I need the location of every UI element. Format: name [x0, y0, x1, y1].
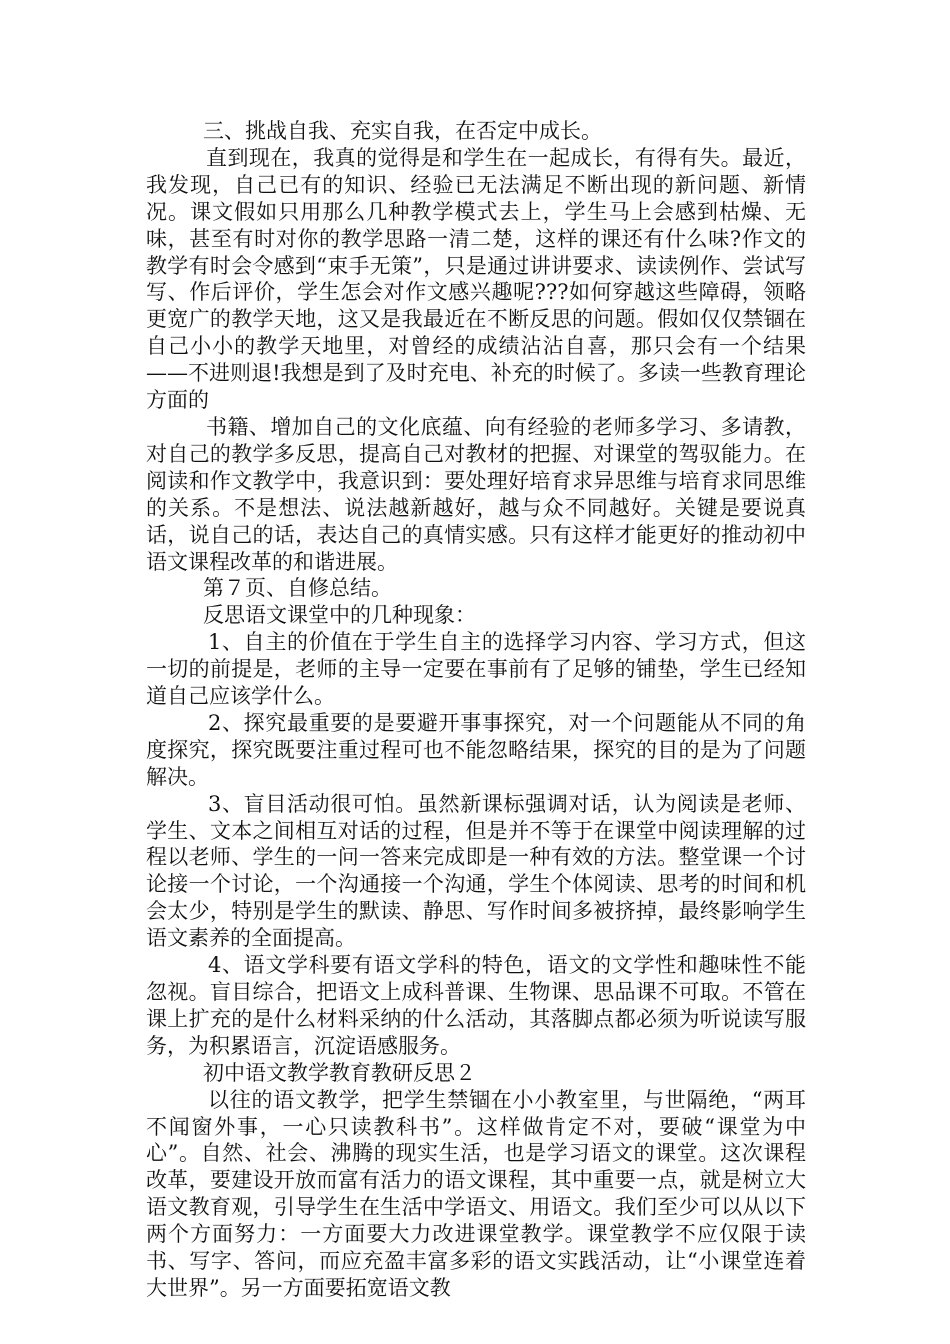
- list-item: 1、自主的价值在于学生自主的选择学习内容、学习方式，但这一切的前提是，老师的主导一定要在事前有了足够的铺垫，学生已经知道自己应该学什么。: [146, 630, 806, 709]
- list-item: 4、语文学科要有语文学科的特色，语文的文学性和趣味性不能忽视。盲目综合，把语文上成科普课、生物课、思品课不可取。不管在课上扩充的是什么材料采纳的什么活动，其落脚点都必须为听说读写服务，为积累语言，沉淀语感服务。: [146, 953, 806, 1058]
- subheading: 反思语文课堂中的几种现象：: [203, 603, 476, 628]
- section-title: 初中语文教学教育教研反思２: [203, 1060, 476, 1085]
- page-note: 第７页、自修总结。: [203, 576, 392, 601]
- paragraph: 书籍、增加自己的文化底蕴、向有经验的老师多学习、多请教，对自己的教学多反思，提高自己对教材的把握、对课堂的驾驭能力。在阅读和作文教学中，我意识到：要处理好培育求异思维与培育求同思维的关系。不是想法、说法越新越好，越与众不同越好。关键是要说真话，说自己的话，表达自己的真情实感。只有这样才能更好的推动初中语文课程改革的和谐进展。: [146, 414, 806, 574]
- document-body: [146, 118, 806, 1302]
- paragraph: 以往的语文教学，把学生禁锢在小小教室里，与世隔绝，“两耳不闻窗外事，一心只读教科书”。这样做肯定不对，要破“课堂为中心”。自然、社会、沸腾的现实生活，也是学习语文的课堂。这次课程改革，要建设开放而富有活力的语文课程，其中重要一点，就是树立大语文教育观，引导学生在生活中学语文、用语文。我们至少可以从以下两个方面努力：一方面要大力改进课堂教学。课堂教学不应仅限于读书、写字、答问，而应充盈丰富多彩的语文实践活动，让“小课堂连着大世界”。另一方面要拓宽语文教: [146, 1087, 806, 1300]
- paragraph: 直到现在，我真的觉得是和学生在一起成长，有得有失。最近，我发现，自己已有的知识、经验已无法满足不断出现的新问题、新情况。课文假如只用那么几种教学模式去上，学生马上会感到枯燥、无味，甚至有时对你的教学思路一清二楚，这样的课还有什么味?作文的教学有时会令感到“束手无策”，只是通过讲讲要求、读读例作、尝试写写、作后评价，学生怎会对作文感兴趣呢???如何穿越这些障碍，领略更宽广的教学天地，这又是我最近在不断反思的问题。假如仅仅禁锢在自己小小的教学天地里，对曾经的成绩沾沾自喜，那只会有一个结果——不进则退!我想是到了及时充电、补充的时候了。多读一些教育理论方面的: [146, 145, 806, 413]
- list-item: 3、盲目活动很可怕。虽然新课标强调对话，认为阅读是老师、学生、文本之间相互对话的过程，但是并不等于在课堂中阅读理解的过程以老师、学生的一问一答来完成即是一种有效的方法。整堂课一个讨论接一个讨论，一个沟通接一个沟通，学生个体阅读、思考的时间和机会太少，特别是学生的默读、静思、写作时间多被挤掉，最终影响学生语文素养的全面提高。: [146, 791, 806, 951]
- list-item: 2、探究最重要的是要避开事事探究，对一个问题能从不同的角度探究，探究既要注重过程可也不能忽略结果，探究的目的是为了问题解决。: [146, 710, 806, 789]
- section-heading: 三、挑战自我、充实自我，在否定中成长。: [203, 119, 602, 143]
